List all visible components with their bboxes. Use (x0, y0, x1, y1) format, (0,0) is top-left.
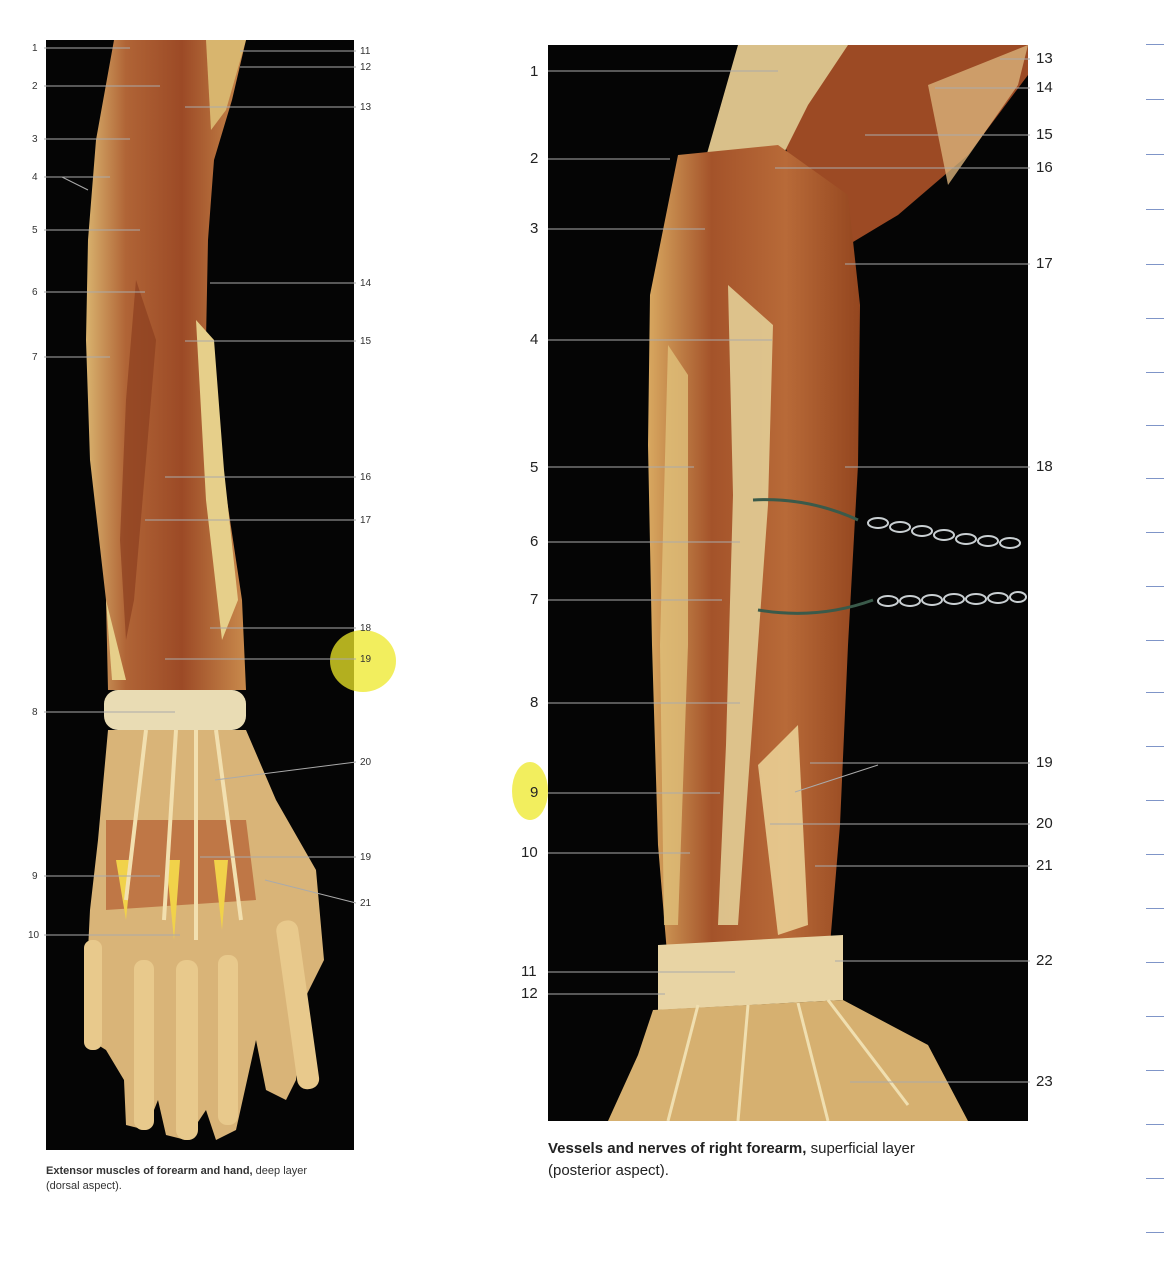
right-caption-rest: superficial layer (806, 1140, 915, 1157)
right-caption-title: Vessels and nerves of right forearm, (548, 1140, 807, 1157)
right-label-20: 20 (1036, 815, 1053, 832)
right-caption-line2: (posterior aspect). (548, 1162, 669, 1179)
right-label-18: 18 (1036, 458, 1053, 475)
left-label-17: 17 (360, 515, 372, 526)
left-label-12: 12 (360, 62, 372, 73)
right-label-3: 3 (530, 220, 539, 237)
right-label-9: 9 (530, 784, 539, 801)
left-label-2: 2 (32, 81, 38, 92)
left-label-19a: 19 (360, 654, 372, 665)
left-label-19b: 19 (360, 852, 372, 863)
right-label-7: 7 (530, 591, 539, 608)
right-label-12: 12 (521, 985, 538, 1002)
left-label-7: 7 (32, 352, 38, 363)
right-label-17: 17 (1036, 255, 1053, 272)
right-label-1: 1 (530, 63, 539, 80)
left-label-5: 5 (32, 225, 38, 236)
left-label-15: 15 (360, 336, 372, 347)
left-label-4: 4 (32, 172, 38, 183)
left-label-14: 14 (360, 278, 372, 289)
left-label-11: 11 (360, 46, 371, 57)
left-figure-caption (46, 1164, 366, 1194)
right-label-8: 8 (530, 694, 539, 711)
right-label-19: 19 (1036, 754, 1053, 771)
right-label-21: 21 (1036, 857, 1053, 874)
left-label-21: 21 (360, 898, 372, 909)
left-label-3: 3 (32, 134, 38, 145)
left-label-8: 8 (32, 707, 38, 718)
right-label-4: 4 (530, 331, 539, 348)
left-label-1: 1 (32, 43, 38, 54)
right-figure-photo (548, 45, 1028, 1121)
left-label-18: 18 (360, 623, 372, 634)
left-caption-rest: deep layer (252, 1165, 308, 1177)
left-label-10: 10 (28, 930, 40, 941)
right-label-2: 2 (530, 150, 539, 167)
left-caption-title: Extensor muscles of forearm and hand, (46, 1165, 253, 1177)
right-label-10: 10 (521, 844, 538, 861)
right-figure-caption (548, 1138, 1028, 1182)
right-label-16: 16 (1036, 159, 1053, 176)
left-figure-photo (46, 40, 354, 1150)
left-label-13: 13 (360, 102, 372, 113)
right-forearm-illustration (548, 45, 1028, 1121)
right-label-14: 14 (1036, 79, 1053, 96)
right-label-15: 15 (1036, 126, 1053, 143)
right-label-6: 6 (530, 533, 539, 550)
right-label-11: 11 (521, 963, 537, 980)
left-label-20: 20 (360, 757, 372, 768)
right-label-22: 22 (1036, 952, 1053, 969)
left-label-16: 16 (360, 472, 372, 483)
right-label-23: 23 (1036, 1073, 1053, 1090)
left-forearm-hand-illustration (46, 40, 354, 1150)
left-label-6: 6 (32, 287, 38, 298)
left-caption-line2: (dorsal aspect). (46, 1180, 122, 1192)
right-label-13: 13 (1036, 50, 1053, 67)
right-label-5: 5 (530, 459, 539, 476)
left-label-9: 9 (32, 871, 38, 882)
